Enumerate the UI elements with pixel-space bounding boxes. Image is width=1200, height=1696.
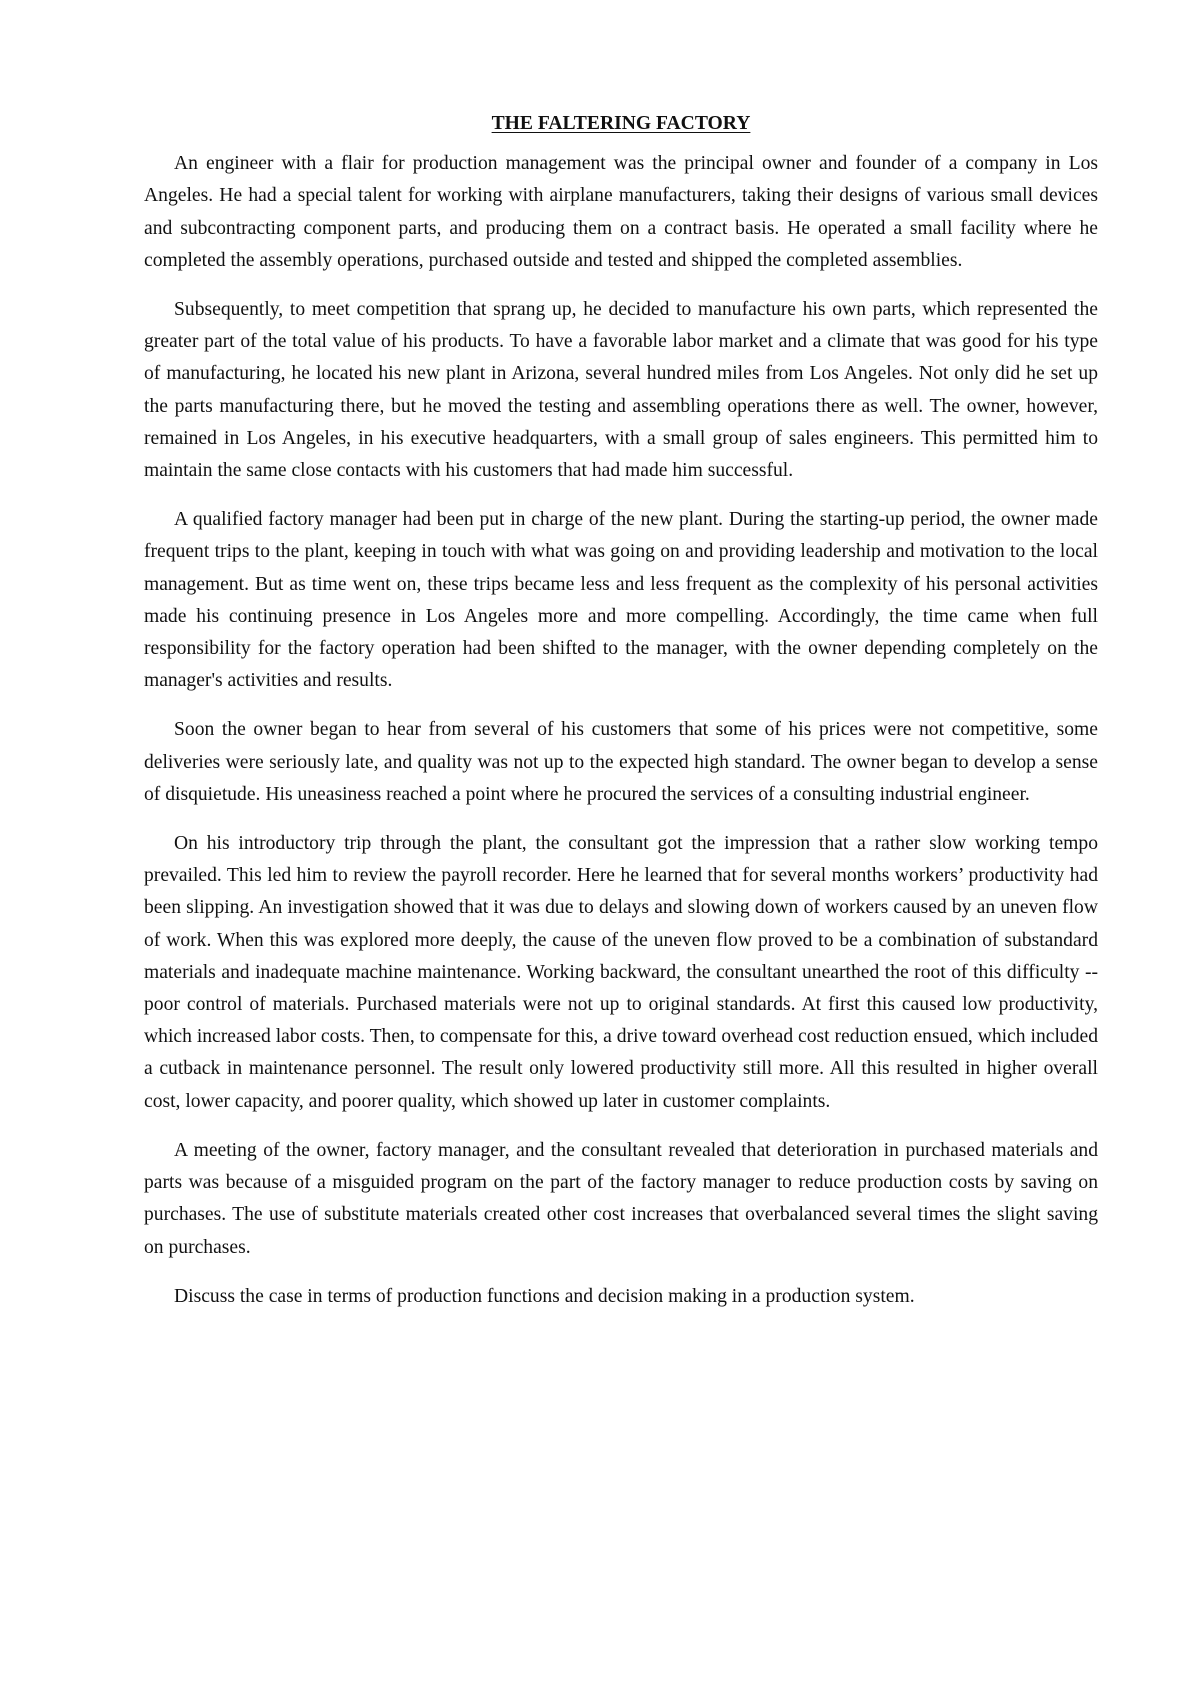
- discussion-prompt: [144, 1281, 1098, 1313]
- paragraph-1: [144, 148, 1098, 277]
- paragraph-2: [144, 294, 1098, 487]
- paragraph-5-text: On his introductory trip through the plant, the consultant got the impression that a rather slow working tempo prevailed. This led him to review the payroll recorder. Here he learned that for several months workers’ productivity had been slipping. An investigation showed that it was due to delays and slowing down of workers caused by an uneven flow of work. When this was explored more deeply, the cause of the uneven flow proved to be a combination of substandard materials and inadequate machine maintenance. Working backward, the consultant unearthed the root of this difficulty -- poor control of materials. Purchased materials were not up to original standards. At first this caused low productivity, which increased labor costs. Then, to compensate for this, a drive toward overhead cost reduction ensued, which included a cutback in maintenance personnel. The result only lowered productivity still more. All this resulted in higher overall cost, lower capacity, and poorer quality, which showed up later in customer complaints.: [144, 833, 1098, 1112]
- paragraph-4-text: Soon the owner began to hear from several of his customers that some of his prices were not competitive, some deliveries were seriously late, and quality was not up to the expected high standard. The owner began to develop a sense of disquietude. His uneasiness reached a point where he procured the services of a consulting industrial engineer.: [144, 719, 1098, 805]
- document-body: [144, 108, 1098, 1330]
- document-title: THE FALTERING FACTORY: [491, 113, 751, 134]
- paragraph-1-text: An engineer with a flair for production management was the principal owner and founder of a company in Los Angeles. He had a special talent for working with airplane manufacturers, taking their designs of various small devices and subcontracting component parts, and producing them on a contract basis. He operated a small facility where he completed the assembly operations, purchased outside and tested and shipped the completed assemblies.: [144, 153, 1098, 271]
- paragraph-3-text: A qualified factory manager had been put in charge of the new plant. During the starting-up period, the owner made frequent trips to the plant, keeping in touch with what was going on and providing leadership and motivation to the local management. But as time went on, these trips became less and less frequent as the complexity of his personal activities made his continuing presence in Los Angeles more and more compelling. Accordingly, the time came when full responsibility for the factory operation had been shifted to the manager, with the owner depending completely on the manager's activities and results.: [144, 509, 1098, 692]
- paragraph-2-text: Subsequently, to meet competition that sprang up, he decided to manufacture his own parts, which represented the greater part of the total value of his products. To have a favorable labor market and a climate that was good for his type of manufacturing, he located his new plant in Arizona, several hundred miles from Los Angeles. Not only did he set up the parts manufacturing there, but he moved the testing and assembling operations there as well. The owner, however, remained in Los Angeles, in his executive headquarters, with a small group of sales engineers. This permitted him to maintain the same close contacts with his customers that had made him successful.: [144, 299, 1098, 482]
- paragraph-6-text: A meeting of the owner, factory manager, and the consultant revealed that deterioration in purchased materials and parts was because of a misguided program on the part of the factory manager to reduce production costs by saving on purchases. The use of substitute materials created other cost increases that overbalanced several times the slight saving on purchases.: [144, 1139, 1098, 1258]
- paragraph-4: [144, 714, 1098, 811]
- paragraph-6: [144, 1135, 1098, 1264]
- discussion-prompt-text: Discuss the case in terms of production functions and decision making in a production system.: [174, 1285, 915, 1307]
- paragraph-5: [144, 828, 1098, 1118]
- paragraph-3: [144, 504, 1098, 697]
